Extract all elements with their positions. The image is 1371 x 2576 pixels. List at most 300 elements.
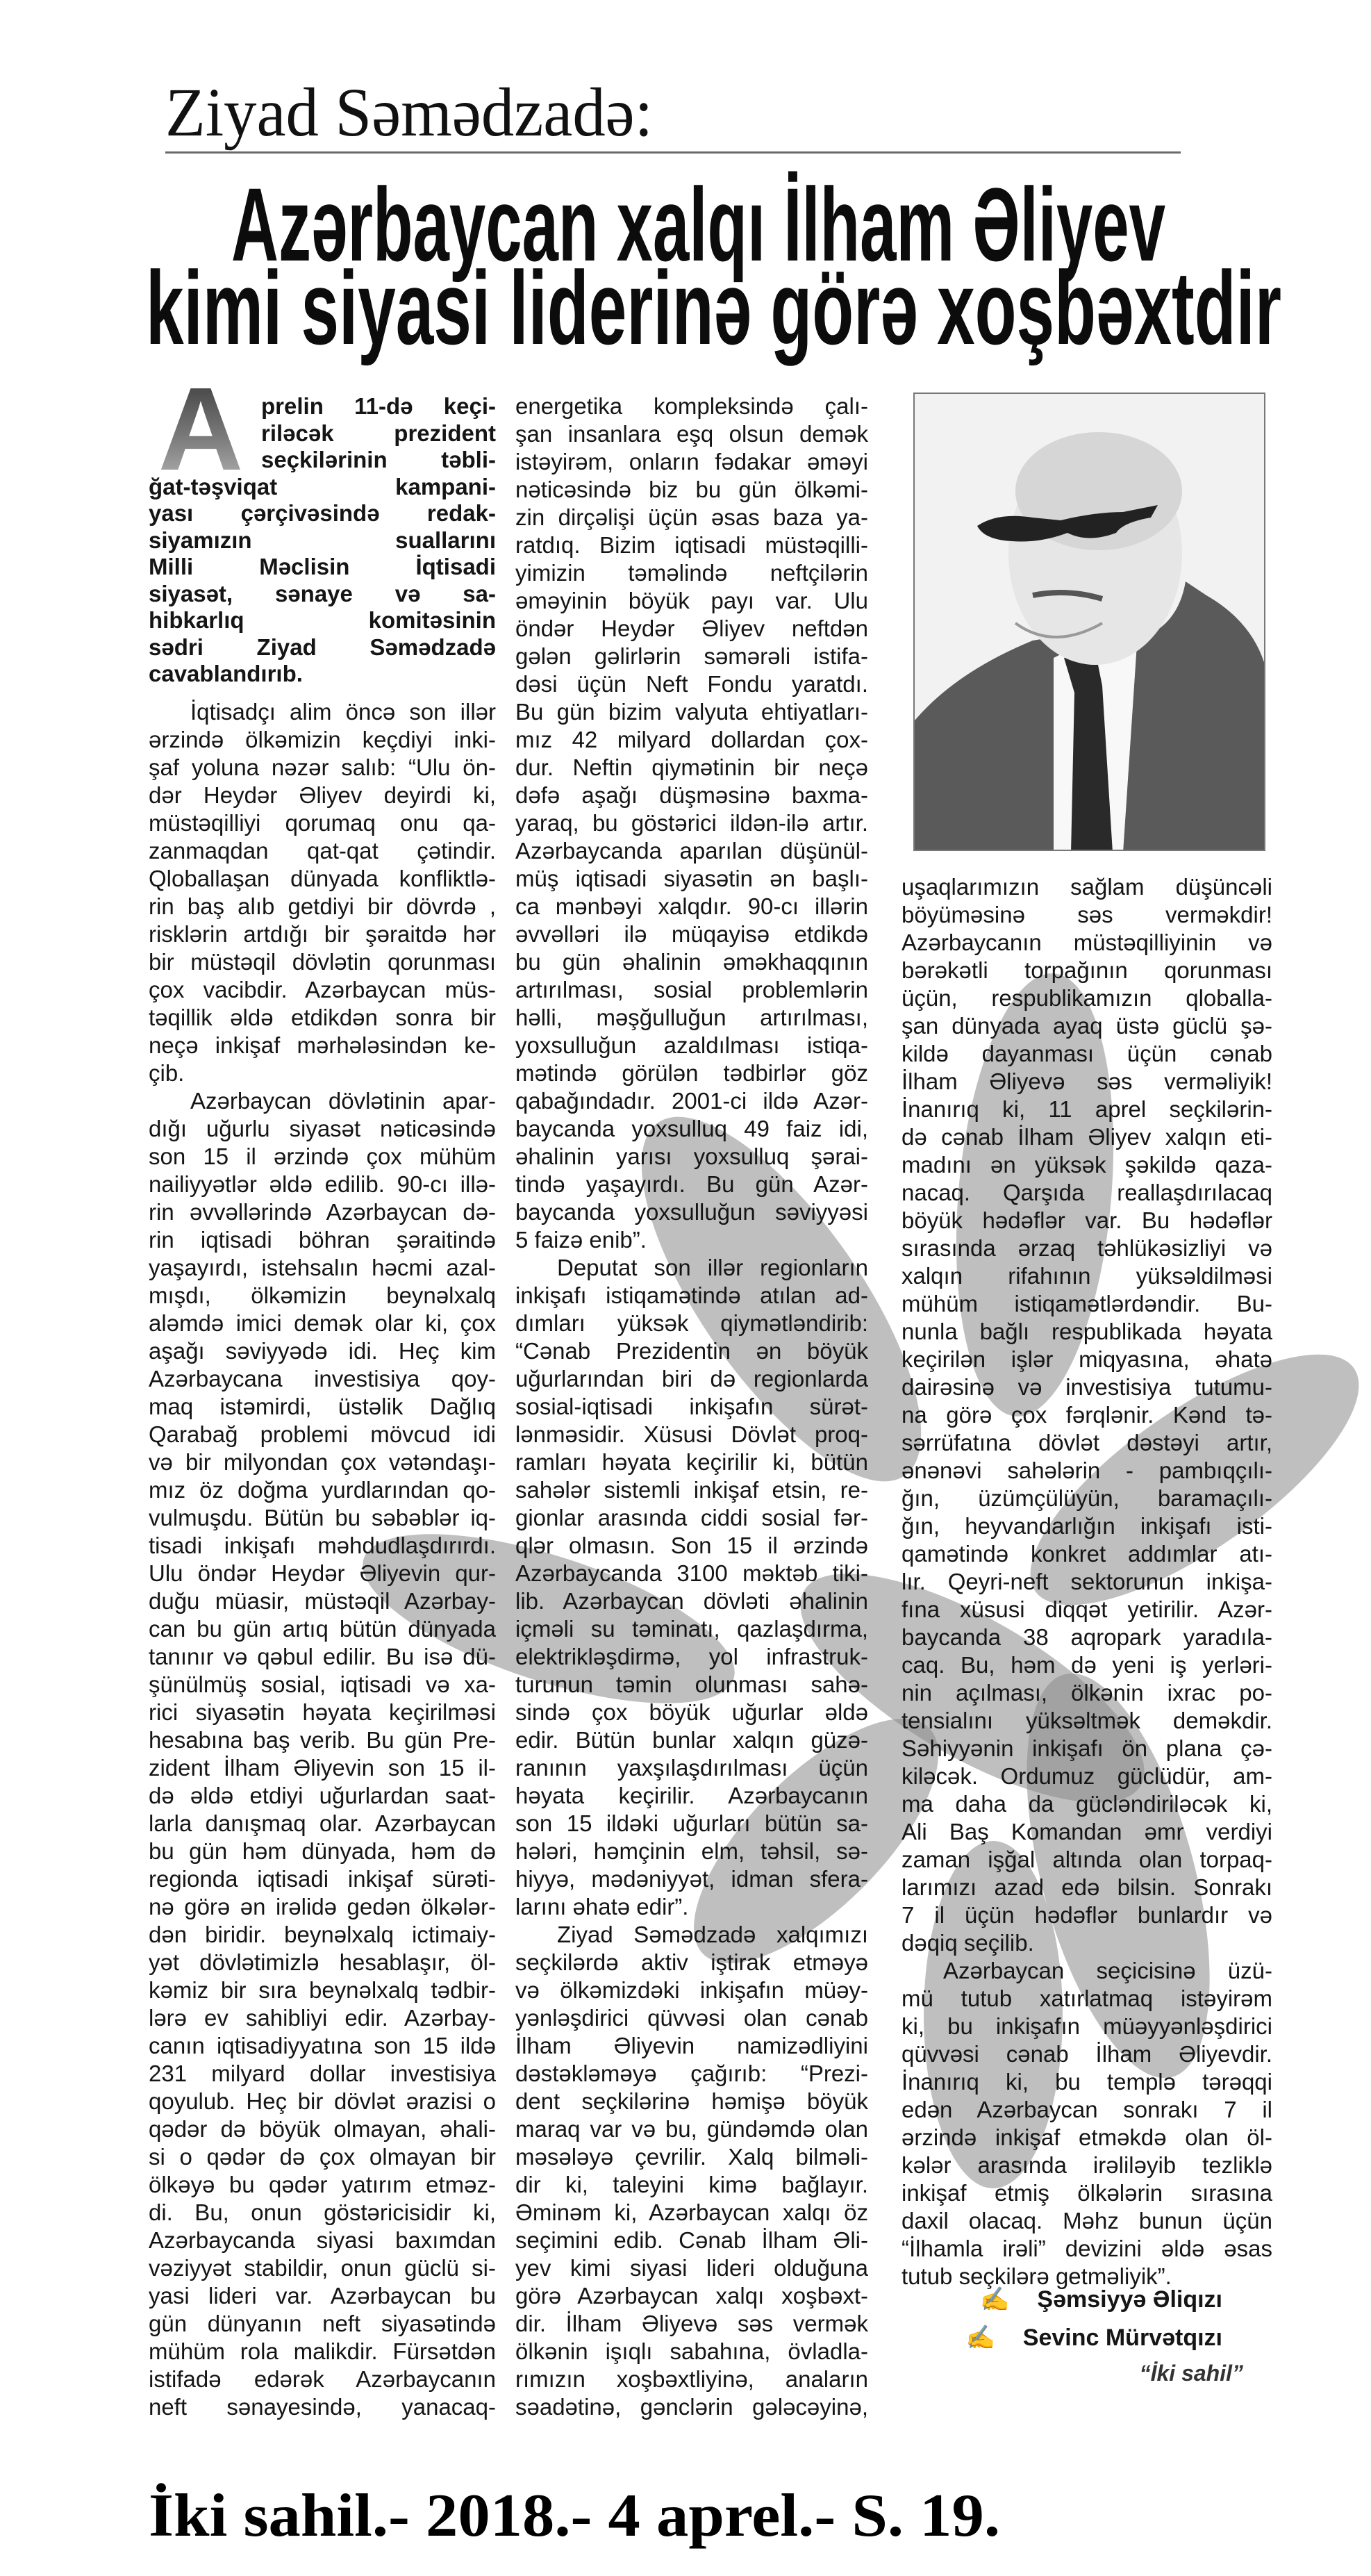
text-line	[901, 984, 1272, 1012]
text-line	[149, 1726, 496, 1754]
text-line-content: fına xüsusi diqqət yetirilir. Azər-	[901, 1596, 1272, 1622]
text-line	[515, 2143, 868, 2171]
text-line	[149, 809, 496, 837]
text-line	[149, 837, 496, 865]
text-line	[901, 1040, 1272, 1068]
text-line	[901, 1485, 1272, 1512]
text-line-content: mü tutub xatırlatmaq istəyirəm	[901, 1985, 1272, 2011]
text-line	[149, 1087, 496, 1115]
text-line	[149, 782, 496, 809]
text-line-content: və bir milyondan çox vətəndaşı-	[149, 1449, 496, 1475]
text-line	[149, 1421, 496, 1448]
text-line-content: cavablandırıb.	[149, 661, 303, 686]
text-line	[901, 1401, 1272, 1429]
text-line-content: İqtisadçı alim öncə son illər	[190, 699, 496, 725]
text-line	[901, 1290, 1272, 1318]
text-line	[515, 1865, 868, 1893]
text-line	[515, 782, 868, 809]
text-line	[901, 1512, 1272, 1540]
text-line	[515, 1421, 868, 1448]
text-line-content: kiləcək. Ordumuz güclüdür, am-	[901, 1763, 1272, 1789]
text-line	[149, 1282, 496, 1310]
text-line	[901, 929, 1272, 957]
text-line-content: seçkilərdə aktiv iştirak etməyə	[515, 1949, 868, 1975]
text-line-content: siyasət, sənaye və sa-	[149, 580, 496, 606]
text-line	[515, 809, 868, 837]
text-line-content: dent seçkilərinə həmişə böyük	[515, 2088, 868, 2114]
text-line-content: Qloballaşan dünyada konfliktlə-	[149, 866, 496, 891]
text-line-content: dəsi üçün Neft Fondu yaratdı.	[515, 671, 868, 697]
text-line	[515, 754, 868, 782]
text-line	[901, 2040, 1272, 2068]
text-line-content: di. Bu, onun göstəricisidir ki,	[149, 2199, 496, 2225]
text-line	[901, 1790, 1272, 1818]
portrait-image	[915, 394, 1265, 851]
text-line-content: İlham Əliyevə səs verməliyik!	[901, 1068, 1272, 1094]
text-line-content: dur. Neftin qiymətinin bir neçə	[515, 754, 868, 780]
text-line	[149, 2393, 496, 2421]
text-line-content: üçün, respublikamızın qloballa-	[901, 985, 1272, 1011]
text-line-content: nin açılması, ölkənin ixrac po-	[901, 1680, 1272, 1706]
byline	[165, 74, 680, 151]
text-line-content: mız 42 milyard dollardan çox-	[515, 727, 868, 752]
text-line	[149, 2171, 496, 2199]
text-line-content: gün dünyanın neft siyasətində	[149, 2311, 496, 2336]
text-line-content: sədri Ziyad Səmədzadə	[149, 634, 496, 660]
text-line-content: seçkilərinin təbli-	[261, 447, 496, 472]
text-line-content: lib. Azərbaycan dövləti əhalinin	[515, 1588, 868, 1614]
text-line	[901, 1179, 1272, 1207]
text-line	[515, 1949, 868, 1976]
text-line-content: aləmdə imici demək olar ki, çox	[149, 1310, 496, 1336]
text-line-content: bu gün əhalinin əməkhaqqının	[515, 949, 868, 975]
text-line	[515, 1699, 868, 1726]
text-line	[149, 754, 496, 782]
text-line	[149, 1671, 496, 1699]
text-line-content: təqillik əldə etdikdən sonra bir	[149, 1005, 496, 1030]
text-line	[149, 581, 496, 608]
text-line	[149, 2254, 496, 2282]
text-line-content: riləcək prezident	[261, 420, 496, 446]
text-line	[515, 476, 868, 504]
text-line-content: İnanırıq ki, bu templə tərəqqi	[901, 2069, 1272, 2095]
text-line	[901, 2207, 1272, 2235]
text-line-content: baycanda yoxsulluq 49 faiz idi,	[515, 1116, 868, 1141]
text-line-content: Qarabağ problemi mövcud idi	[149, 1421, 496, 1447]
drop-cap: A	[149, 381, 253, 478]
text-line	[149, 447, 496, 474]
text-line	[515, 865, 868, 893]
text-line	[901, 2013, 1272, 2040]
text-line-content: böyüməsinə səs verməkdir!	[901, 902, 1272, 927]
text-line-content: son 15 il ərzində çox mühüm	[149, 1143, 496, 1169]
text-line	[901, 2096, 1272, 2124]
text-line-content: duğu müasir, müstəqil Azərbay-	[149, 1588, 496, 1614]
text-line	[515, 948, 868, 976]
text-line	[515, 1337, 868, 1365]
headline-text: kimi siyasi liderinə görə xoşbəxtdir	[146, 249, 1282, 366]
text-line-content: Azərbaycanda siyasi baxımdan	[149, 2227, 496, 2253]
text-line	[515, 2171, 868, 2199]
text-line	[149, 1782, 496, 1810]
text-line	[149, 2004, 496, 2032]
text-line-content: inkişafı istiqamətində atılan ad-	[515, 1282, 868, 1308]
text-line	[149, 2088, 496, 2115]
text-line-content: larla danışmaq olar. Azərbaycan	[149, 1810, 496, 1836]
text-line-content: yasi lideri var. Azərbaycan bu	[149, 2283, 496, 2309]
text-line-content: lərə ev sahibliyi edir. Azərbay-	[149, 2005, 496, 2031]
text-line-content: 7 il üçün hədəflər bunlardır və	[901, 1902, 1272, 1928]
text-line-content: hələri, həmçinin elm, təhsil, sə-	[515, 1838, 868, 1864]
text-line-content: ramları həyata keçirilir ki, bütün	[515, 1449, 868, 1475]
text-line-content: yət dövlətimizlə hesablaşır, öl-	[149, 1949, 496, 1975]
text-line-content: ranının yaxşılaşdırılması üçün	[515, 1755, 868, 1781]
text-line-content: aşağı səviyyədə idi. Heç kim	[149, 1338, 496, 1364]
text-line	[901, 1651, 1272, 1679]
text-line	[515, 2060, 868, 2088]
text-line	[149, 420, 496, 447]
text-line-content: yev kimi siyasi lideri olduğuna	[515, 2255, 868, 2281]
text-line	[515, 1448, 868, 1476]
text-line	[515, 1032, 868, 1059]
text-line-content: mühüm rola malikdir. Fürsətdən	[149, 2338, 496, 2364]
text-line	[901, 1096, 1272, 1123]
text-line-content: rin baş alıb getdiyi bir dövrdə ,	[149, 893, 496, 919]
text-line-content: səadətinə, gənclərin gələcəyinə,	[515, 2394, 868, 2420]
text-line	[515, 1810, 868, 1838]
text-line-content: risklərin artdığı bir şəraitdə hər	[149, 921, 496, 947]
text-line-content: daxil olacaq. Məhz bunun üçün	[901, 2208, 1272, 2234]
text-line	[515, 2115, 868, 2143]
text-line-content: na görə çox fərqlənir. Kənd tə-	[901, 1402, 1272, 1428]
text-line	[901, 1346, 1272, 1373]
text-line	[149, 527, 496, 554]
text-line	[515, 420, 868, 448]
text-line-content: və ölkəmizdəki inkişafın müəy-	[515, 1977, 868, 2003]
text-line	[149, 1532, 496, 1560]
text-line	[515, 1587, 868, 1615]
text-line	[515, 1532, 868, 1560]
text-line	[515, 1393, 868, 1421]
text-line	[901, 1318, 1272, 1346]
text-line	[515, 1198, 868, 1226]
pen-icon: ✍	[965, 2325, 995, 2351]
text-line-content: maraq var və bu, gündəmdə olan	[515, 2116, 868, 2142]
text-line-content: çib.	[149, 1060, 185, 1086]
author-signature-2	[965, 2324, 1222, 2352]
text-line	[901, 1207, 1272, 1235]
text-line	[149, 1865, 496, 1893]
text-line-content: seçimini edib. Cənab İlham Əli-	[515, 2227, 868, 2253]
text-line	[901, 1457, 1272, 1485]
text-line	[901, 2124, 1272, 2152]
text-line	[515, 504, 868, 531]
text-line	[149, 1365, 496, 1393]
text-line-content: nunla bağlı respublikada həyata	[901, 1319, 1272, 1344]
text-line-content: mışdı, ölkəmizin beynəlxalq	[149, 1282, 496, 1308]
text-line-content: böyük hədəflər var. Bu hədəflər	[901, 1207, 1272, 1233]
text-line	[149, 500, 496, 527]
text-line-content: dən biridir. beynəlxalq ictimaiy-	[149, 1922, 496, 1947]
text-line	[149, 2338, 496, 2366]
text-line	[149, 1004, 496, 1032]
text-line	[515, 1087, 868, 1115]
text-line-content: şan dünyada ayaq üstə güclü şə-	[901, 1013, 1272, 1039]
text-line	[149, 1699, 496, 1726]
text-line-content: Azərbaycanın müstəqilliyinin və	[901, 930, 1272, 955]
text-line-content: edir. Bütün bunlar xalqın güzə-	[515, 1727, 868, 1753]
text-line-content: uğurlarından biri də regionlarda	[515, 1366, 868, 1392]
text-line-content: gionlar arasında ciddi sosial fər-	[515, 1505, 868, 1530]
text-line-content: neft sənayesində, yanacaq-	[149, 2394, 496, 2420]
text-line-content: rin əvvəllərində Azərbaycan də-	[149, 1199, 496, 1225]
text-line-content: nə görə ən irəlidə gedən ölkələr-	[149, 1894, 496, 1919]
text-line	[515, 393, 868, 420]
text-line	[515, 2282, 868, 2310]
text-line	[515, 2393, 868, 2421]
text-line-content: Azərbaycan dövlətinin apar-	[190, 1088, 496, 1114]
text-line	[515, 1004, 868, 1032]
text-line-content: sosial-iqtisadi inkişafın sürət-	[515, 1394, 868, 1419]
text-line	[149, 2060, 496, 2088]
text-line-content: regionda iqtisadi inkişaf sürəti-	[149, 1866, 496, 1892]
text-line	[901, 2179, 1272, 2207]
text-line-content: neçə inkişaf mərhələsindən ke-	[149, 1032, 496, 1058]
text-line-content: son 15 ildəki uğurları bütün sa-	[515, 1810, 868, 1836]
text-line-content: həlli, məşğulluğun artırılması,	[515, 1005, 868, 1030]
text-line-content: sahələr sistemli inkişaf etsin, re-	[515, 1477, 868, 1503]
text-line	[515, 2004, 868, 2032]
text-line	[901, 1679, 1272, 1707]
text-line-content: dəfə aşağı düşməsinə baxma-	[515, 782, 868, 808]
text-line	[149, 474, 496, 501]
text-line-content: Deputat son illər regionların	[557, 1255, 868, 1280]
text-line-content: zin dirçəlişi üçün əsas baza ya-	[515, 504, 868, 530]
text-line	[149, 1115, 496, 1143]
text-line-content: tensialını yüksəltmək deməkdir.	[901, 1708, 1272, 1733]
text-line	[901, 1846, 1272, 1874]
text-line	[515, 1671, 868, 1699]
text-line-content: rımızın xoşbəxtliyinə, anaların	[515, 2366, 868, 2392]
text-line	[149, 1226, 496, 1254]
text-line-content: zident İlham Əliyevin son 15 il-	[149, 1755, 496, 1781]
text-line-content: Azərbaycana investisiya qoy-	[149, 1366, 496, 1392]
text-line-content: dir. İlham Əliyevə səs vermək	[515, 2311, 868, 2336]
text-line	[901, 1123, 1272, 1151]
text-line-content: bərəkətli torpağının qorunması	[901, 957, 1272, 983]
headline-line-2	[146, 249, 1371, 366]
text-line-content: lır. Qeyri-neft sektorunun inkişa-	[901, 1569, 1272, 1594]
text-line	[901, 2263, 1272, 2290]
text-line-content: Səhiyyənin inkişafı ön plana çə-	[901, 1735, 1272, 1761]
text-line	[515, 920, 868, 948]
text-line	[901, 2152, 1272, 2179]
text-line	[515, 2088, 868, 2115]
newspaper-source: “İki sahil”	[1139, 2361, 1243, 2386]
text-line-content: canın iqtisadiyyatına son 15 ildə	[149, 2033, 496, 2058]
text-line-content: ğın, heyvandarlığın inkişafı isti-	[901, 1513, 1272, 1539]
text-line-content: Azərbaycanda 3100 məktəb tiki-	[515, 1560, 868, 1586]
text-line	[515, 1504, 868, 1532]
text-line-content: yoxsulluğun azaldılması istiqa-	[515, 1032, 868, 1058]
text-line-content: lənməsidir. Xüsusi Dövlət proq-	[515, 1421, 868, 1447]
text-line	[149, 607, 496, 634]
text-line	[149, 393, 496, 420]
text-line-content: gələn gəlirlərin səmərəli istifa-	[515, 643, 868, 669]
text-line	[149, 1143, 496, 1171]
text-line-content: hiyyə, mədəniyyət, idman sfera-	[515, 1866, 868, 1892]
text-line-content: sində çox böyük uğurlar əldə	[515, 1699, 868, 1725]
text-line-content: də əldə etdiyi uğurlardan saat-	[149, 1783, 496, 1808]
text-line-content: siyamızın suallarını	[149, 527, 496, 553]
text-line-content: xalqın rifahının yüksəldilməsi	[901, 1263, 1272, 1289]
headline-text: Azərbaycan xalqı İlham Əliyev	[231, 166, 1166, 283]
text-line	[901, 1012, 1272, 1040]
text-line-content: larını əhatə edir”.	[515, 1894, 689, 1919]
text-line-content: edən Azərbaycan sonrakı 7 il	[901, 2097, 1272, 2122]
text-line	[901, 1985, 1272, 2013]
text-line	[901, 1373, 1272, 1401]
text-line	[901, 1624, 1272, 1651]
text-line-content: dir ki, taleyini kimə bağlayır.	[515, 2172, 868, 2197]
text-line-content: nəticəsində biz bu gün ölkəmi-	[515, 477, 868, 502]
text-line-content: mız öz doğma yurdlarından qo-	[149, 1477, 496, 1503]
text-line	[149, 726, 496, 754]
author-name: Sevinc Mürvətqızı	[1022, 2325, 1222, 2351]
text-line-content: ğın, üzümçülüyün, baramaçılı-	[901, 1485, 1272, 1511]
text-line-content: qlər olmasın. Son 15 il ərzində	[515, 1533, 868, 1558]
text-line-content: ərzində ölkəmizin keçdiyi inki-	[149, 727, 496, 752]
text-line	[515, 2366, 868, 2393]
text-line	[515, 1226, 868, 1254]
text-line-content: maq istəmirdi, üstəlik Dağlıq	[149, 1394, 496, 1419]
text-line-content: energetika kompleksində çalı-	[515, 393, 868, 419]
text-line	[901, 1901, 1272, 1929]
text-line	[515, 559, 868, 587]
text-line	[901, 1235, 1272, 1262]
text-line-content: müstəqilliyi qorumaq onu qa-	[149, 810, 496, 836]
text-line-content: çox vacibdir. Azərbaycan müs-	[149, 977, 496, 1002]
text-line-content: zaman işğal altında olan torpaq-	[901, 1847, 1272, 1872]
text-line	[515, 1059, 868, 1087]
text-line	[149, 1310, 496, 1337]
text-line	[149, 1032, 496, 1059]
text-line-content: mətində görülən tədbirlər göz	[515, 1060, 868, 1086]
text-line	[149, 1810, 496, 1838]
text-line-content: yaşayırdı, istehsalın həcmi azal-	[149, 1255, 496, 1280]
text-line	[149, 1976, 496, 2004]
text-line	[901, 2068, 1272, 2096]
text-line-content: qədər də böyük olmayan, əhali-	[149, 2116, 496, 2142]
text-line-content: “İlhamla irəli” devizini əldə əsas	[901, 2236, 1272, 2261]
text-line	[515, 1143, 868, 1171]
text-line	[515, 1643, 868, 1671]
text-line	[515, 1976, 868, 2004]
text-line	[149, 2032, 496, 2060]
text-line-content: müş iqtisadi siyasətin ən başlı-	[515, 866, 868, 891]
text-line-content: vəziyyət stabildir, onun güclü si-	[149, 2255, 496, 2281]
text-line-content: vulmuşdu. Bütün bu səbəblər iq-	[149, 1505, 496, 1530]
text-line-content: qamətində konkret addımlar atı-	[901, 1541, 1272, 1567]
citation-footer	[149, 2482, 1000, 2550]
article-column-3	[901, 873, 1272, 2290]
text-line-content: kələr arasında irəliləyib tezliklə	[901, 2152, 1272, 2178]
text-line	[515, 1282, 868, 1310]
text-line-content: tanınır və qəbul edilir. Bu isə dü-	[149, 1644, 496, 1669]
text-line-content: larımızı azad edə bilsin. Sonrakı	[901, 1874, 1272, 1900]
text-line	[901, 1596, 1272, 1624]
text-line	[149, 865, 496, 893]
text-line-content: baycanda yoxsulluğun səviyyəsi	[515, 1199, 868, 1225]
text-line	[515, 448, 868, 476]
text-line	[515, 1782, 868, 1810]
text-line-content: yənləşdirici qüvvəsi olan cənab	[515, 2005, 868, 2031]
text-line	[149, 1643, 496, 1671]
text-line	[149, 1838, 496, 1865]
text-line	[515, 1254, 868, 1282]
text-line-content: yası çərçivəsində redak-	[149, 500, 496, 526]
text-line-content: ğat-təşviqat kampani-	[149, 473, 496, 499]
text-line-content: kəmiz bir sıra beynəlxalq tədbir-	[149, 1977, 496, 2003]
text-line	[149, 2366, 496, 2393]
text-line	[149, 1921, 496, 1949]
text-line-content: Milli Məclisin İqtisadi	[149, 554, 496, 579]
text-line	[149, 1448, 496, 1476]
text-line-content: mühüm istiqamətlərdəndir. Bu-	[901, 1291, 1272, 1316]
text-line-content: Ali Baş Komandan əmr verdiyi	[901, 1819, 1272, 1844]
text-line	[901, 901, 1272, 929]
text-line	[149, 2310, 496, 2338]
text-line-content: rici siyasətin həyata keçirilməsi	[149, 1699, 496, 1725]
text-line	[149, 661, 496, 688]
text-line-content: Bu gün bizim valyuta ehtiyatları-	[515, 699, 868, 725]
text-line-content: sırasında ərzaq təhlükəsizliyi və	[901, 1235, 1272, 1261]
text-line-content: ma daha da gücləndiriləcək ki,	[901, 1791, 1272, 1817]
text-line	[149, 2115, 496, 2143]
text-line-content: 5 faizə enib”.	[515, 1227, 647, 1253]
text-line	[515, 1115, 868, 1143]
text-line	[901, 1262, 1272, 1290]
text-line	[901, 1957, 1272, 1985]
text-line	[515, 587, 868, 615]
text-line	[515, 2338, 868, 2366]
text-line	[515, 2254, 868, 2282]
text-line-content: görə Azərbaycan xalqı xoşbəxt-	[515, 2283, 868, 2309]
text-line-content: dığı uğurlu siyasət nəticəsində	[149, 1116, 496, 1141]
text-line	[149, 1337, 496, 1365]
text-line	[515, 2227, 868, 2254]
text-line	[901, 1735, 1272, 1762]
text-line-content: keçirilən işlər miqyasına, əhatə	[901, 1346, 1272, 1372]
text-line-content: Ziyad Səmədzadə xalqımızı	[557, 1922, 868, 1947]
article-column-2	[515, 393, 868, 2421]
text-line-content: bir müstəqil dövlətin qorunması	[149, 949, 496, 975]
text-line-content: İlham Əliyevin namizədliyini	[515, 2033, 868, 2058]
text-line-content: madını ən yüksək şəkildə qaza-	[901, 1152, 1272, 1178]
text-line	[515, 893, 868, 920]
text-line-content: qüvvəsi cənab İlham Əliyevdir.	[901, 2041, 1272, 2067]
text-line-content: caq. Bu, həm də yeni iş yerləri-	[901, 1652, 1272, 1678]
text-line	[149, 634, 496, 661]
text-line-content: tində yaşayırdı. Bu gün Azər-	[515, 1171, 868, 1197]
text-line	[901, 1818, 1272, 1846]
text-line	[901, 1568, 1272, 1596]
text-line	[515, 837, 868, 865]
text-line	[515, 615, 868, 643]
text-line	[901, 1429, 1272, 1457]
text-line	[515, 1476, 868, 1504]
text-line	[515, 976, 868, 1004]
